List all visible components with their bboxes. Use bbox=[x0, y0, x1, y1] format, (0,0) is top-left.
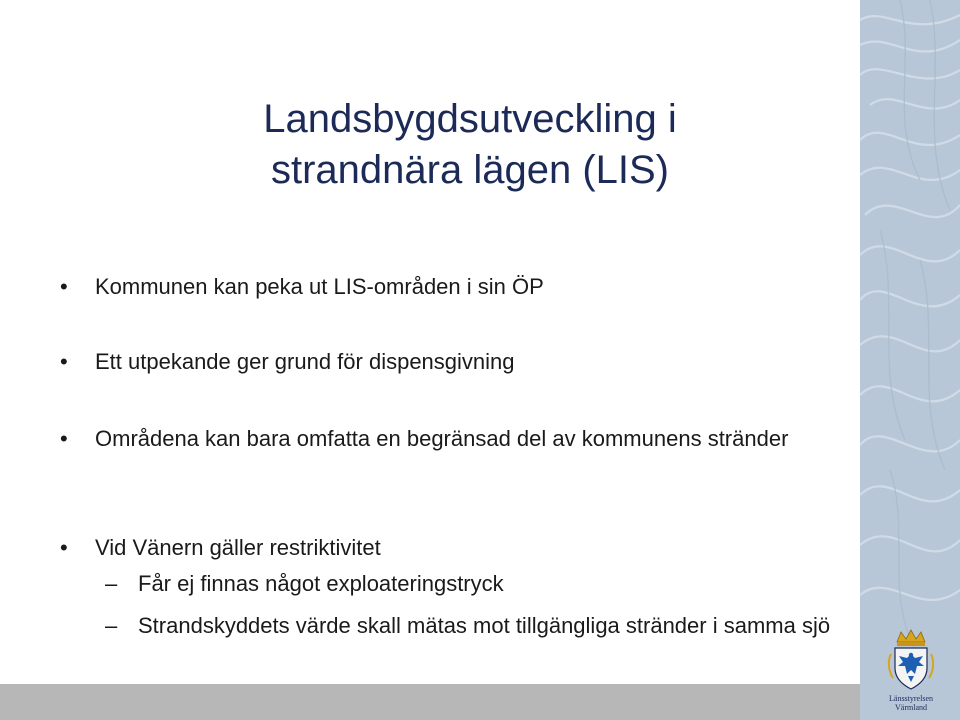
bullet-dot: • bbox=[60, 274, 68, 299]
logo-line-2: Värmland bbox=[895, 703, 927, 712]
bullet-dot: • bbox=[60, 426, 68, 451]
bullet-dot: • bbox=[60, 349, 68, 374]
sub-bullet-text: Får ej finnas något exploateringstryck bbox=[138, 571, 504, 596]
coat-of-arms-icon bbox=[881, 628, 941, 692]
logo-line-1: Länsstyrelsen bbox=[889, 694, 933, 703]
lansstyrelsen-logo bbox=[881, 628, 941, 716]
sub-bullet-dash: – bbox=[105, 613, 118, 638]
side-panel-wave-pattern bbox=[860, 0, 960, 720]
title-line-1: Landsbygdsutveckling i bbox=[263, 97, 677, 141]
bullet-text: Kommunen kan peka ut LIS-områden i sin ÖP bbox=[95, 274, 544, 299]
bottom-bar bbox=[0, 684, 860, 720]
sub-bullet-dash: – bbox=[105, 571, 118, 596]
title-line-2: strandnära lägen (LIS) bbox=[270, 148, 669, 192]
slide-title bbox=[150, 94, 790, 196]
sub-bullet-text: Strandskyddets värde skall mätas mot tillgängliga stränder i samma sjö bbox=[138, 613, 831, 638]
bullet-dot: • bbox=[60, 535, 68, 560]
wave-pattern-icon bbox=[860, 0, 960, 720]
bullet-text: Ett utpekande ger grund för dispensgivning bbox=[95, 349, 515, 374]
bullet-text: Områdena kan bara omfatta en begränsad del av kommunens stränder bbox=[95, 426, 789, 451]
bullet-text: Vid Vänern gäller restriktivitet bbox=[95, 535, 381, 560]
